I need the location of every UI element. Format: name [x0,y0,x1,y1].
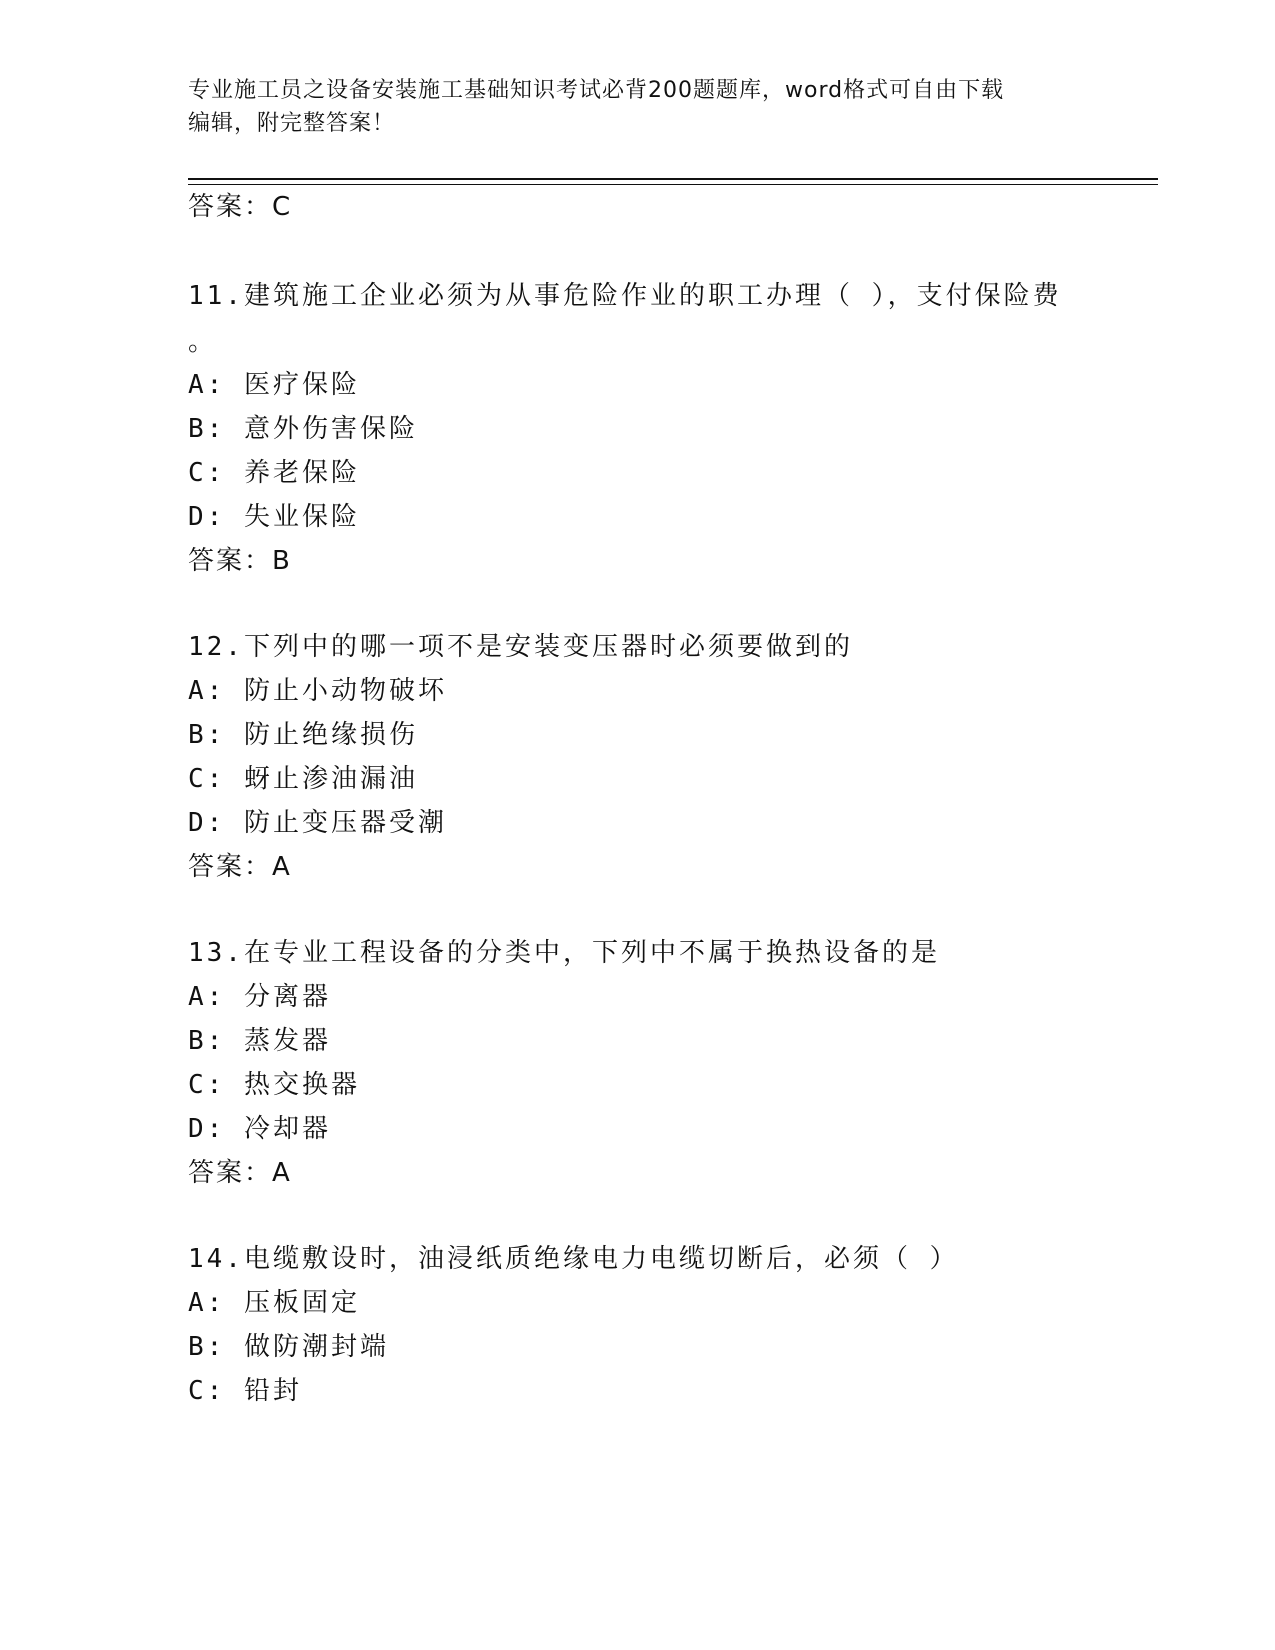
q12-option-c: C: 蚜止渗油漏油 [188,764,418,794]
header-divider-thick [188,178,1158,180]
q14-question: 14.电缆敷设时，油浸纸质绝缘电力电缆切断后，必须（ ） [188,1244,959,1274]
q11-option-b: B: 意外伤害保险 [188,414,418,444]
q13-option-b: B: 蒸发器 [188,1026,331,1056]
q13-option-a: A: 分离器 [188,982,331,1012]
header-divider-thin [188,184,1158,185]
q11-option-a: A: 医疗保险 [188,370,360,400]
q12-option-a: A: 防止小动物破坏 [188,676,447,706]
q14-option-c: C: 铅封 [188,1376,302,1406]
q14-option-b: B: 做防潮封端 [188,1332,389,1362]
document-header [188,74,1088,140]
q12-question: 12.下列中的哪一项不是安装变压器时必须要做到的 [188,632,853,662]
q11-option-c: C: 养老保险 [188,458,360,488]
prev-answer: 答案：C [188,192,293,222]
q11-question-line2: 。 [188,327,218,357]
q12-option-d: D: 防止变压器受潮 [188,808,447,838]
q11-question-line1: 11.建筑施工企业必须为从事危险作业的职工办理（ ），支付保险费 [188,281,1062,311]
q14-option-a: A: 压板固定 [188,1288,360,1318]
q12-answer: 答案：A [188,852,292,882]
q13-question: 13.在专业工程设备的分类中，下列中不属于换热设备的是 [188,938,940,968]
q13-answer: 答案：A [188,1158,292,1188]
header-line-2: 编辑，附完整答案！ [188,111,396,136]
q11-option-d: D: 失业保险 [188,502,360,532]
q11-answer: 答案：B [188,546,292,576]
q13-option-c: C: 热交换器 [188,1070,360,1100]
q13-option-d: D: 冷却器 [188,1114,331,1144]
header-line-1: 专业施工员之设备安装施工基础知识考试必背200题题库，word格式可自由下载 [188,78,1005,103]
q12-option-b: B: 防止绝缘损伤 [188,720,418,750]
